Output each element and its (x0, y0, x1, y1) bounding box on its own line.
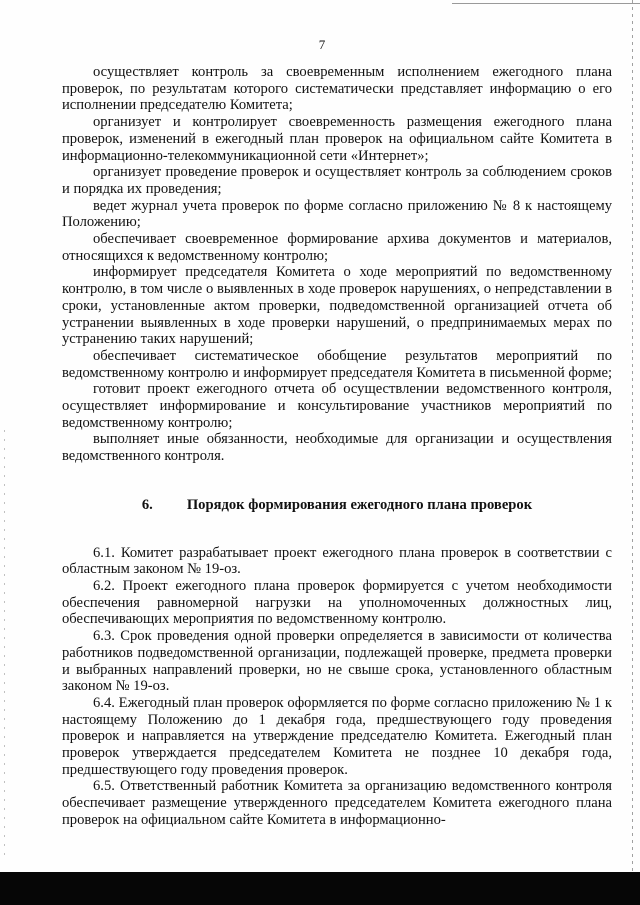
list-item: готовит проект ежегодного отчета об осуществлении ведомственного контроля, осуществляет информирование и консультирование участников мероприятий по ведомственному контролю; (62, 381, 612, 431)
scan-edge-left (4, 430, 5, 860)
list-item: организует проведение проверок и осуществляет контроль за соблюдением сроков и порядка их проведения; (62, 164, 612, 197)
page-number: 7 (318, 37, 326, 52)
section-number: 6. (141, 496, 153, 513)
section-title: Порядок формирования ежегодного плана проверок (186, 496, 533, 513)
section-heading (62, 497, 612, 514)
list-item: осуществляет контроль за своевременным исполнением ежегодного плана проверок, по результатам которого систематически представляет информацию о его исполнении председателю Комитета; (62, 64, 612, 114)
list-item: обеспечивает своевременное формирование архива документов и материалов, относящихся к ведомственному контролю; (62, 231, 612, 264)
list-item: ведет журнал учета проверок по форме согласно приложению № 8 к настоящему Положению; (62, 197, 612, 231)
document-body (62, 64, 612, 829)
paragraph-6-5: 6.5. Ответственный работник Комитета за организацию ведомственного контроля обеспечивает размещение утвержденного председателем Комитета ежегодного плана проверок на официальном сайте Комитета в информационно- (62, 778, 612, 828)
paragraph-6-2: 6.2. Проект ежегодного плана проверок формируется с учетом необходимости обеспечения равномерной нагрузки на уполномоченных должностных лиц, обеспечивающих мероприятия по ведомственному контролю. (62, 577, 612, 628)
list-item: обеспечивает систематическое обобщение результатов мероприятий по ведомственному контролю и информирует председателя Комитета в письменной форме; (62, 347, 613, 381)
scan-edge-right (632, 0, 633, 872)
list-item: организует и контролирует своевременность размещения ежегодного плана проверок, изменений в ежегодный план проверок на официальном сайте Комитета в информационно-телекоммуникационной сети «Интернет»; (62, 114, 612, 164)
paragraph-6-3: 6.3. Срок проведения одной проверки определяется в зависимости от количества работников подведомственной организации, подлежащей проверке, предмета проверки и выбранных направлений проверки, но не свыше срока, установленного областным законом № 19-оз. (62, 628, 612, 695)
paragraph-6-4: 6.4. Ежегодный план проверок оформляется по форме согласно приложению № 1 к настоящему Положению до 1 декабря года, предшествующего году проведения проверок и направляется на утверждение председателю Комитета. Ежегодный план проверок утверждается председателем Комитета не позднее 10 декабря года, предшествующего году проведения проверок. (62, 694, 612, 778)
scan-bottom-border (0, 872, 640, 905)
paragraph-6-1: 6.1. Комитет разрабатывает проект ежегодного плана проверок в соответствии с областным законом № 19-оз. (62, 544, 612, 578)
list-item: информирует председателя Комитета о ходе мероприятий по ведомственному контролю, в том числе о выявленных в ходе проверок нарушениях, о непредставлении в сроки, установленные актом проверки, подведомственной организацией отчета об устранении выявленных в ходе проверки нарушений, о предпринимаемых мерах по устранению таких нарушений; (62, 264, 612, 348)
list-item: выполняет иные обязанности, необходимые для организации и осуществления ведомственного контроля. (62, 431, 612, 465)
scan-edge-top (452, 3, 640, 4)
